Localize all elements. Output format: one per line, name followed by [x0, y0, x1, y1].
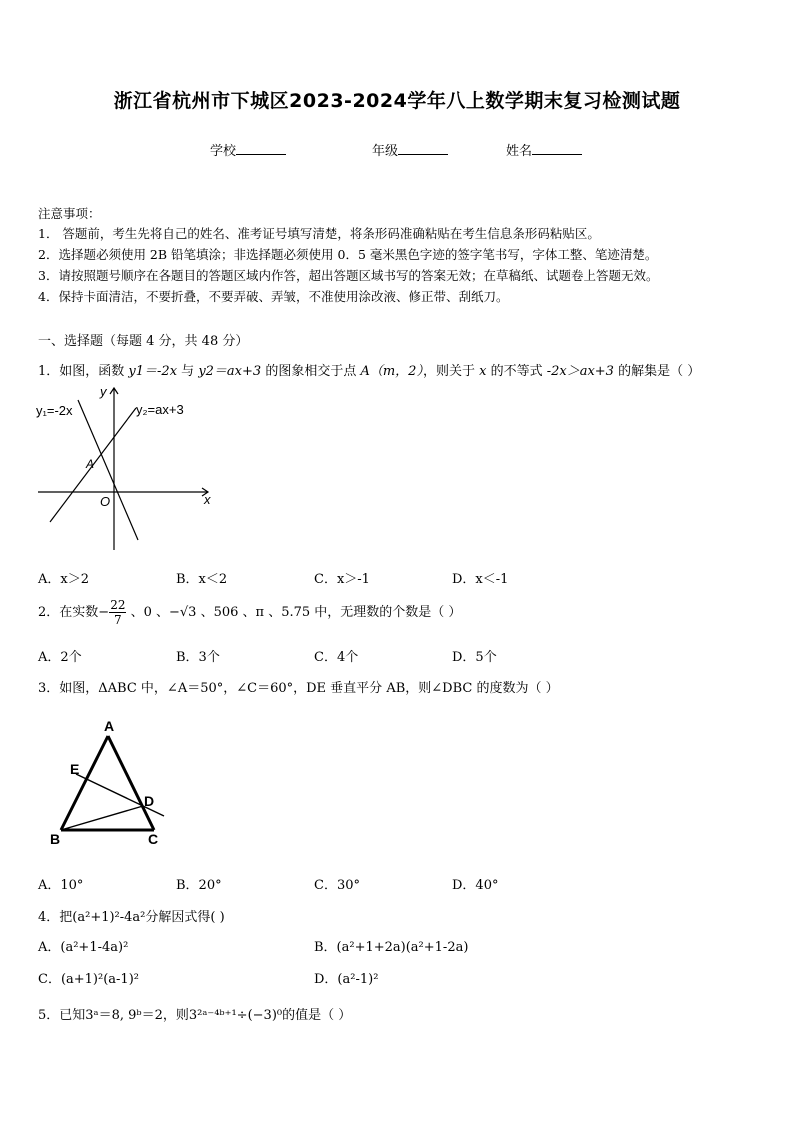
q1-option-c[interactable]: C．x＞-1	[314, 572, 370, 587]
note-item: 2．选择题必须使用 2B 铅笔填涂；非选择题必须使用 0．5 毫米黑色字迹的签字笔书写，字体工整、笔迹清楚。	[38, 247, 658, 262]
note-item: 3．请按照题号顺序在各题目的答题区域内作答，超出答题区域书写的答案无效；在草稿纸、试题卷上答题无效。	[38, 268, 659, 283]
q2-text: 、0 、−√3 、506 、π 、5.75 中，无理数的个数是（ ）	[126, 605, 462, 620]
q4-option-c[interactable]: C．(a+1)²(a-1)²	[38, 972, 139, 987]
question-number: 4．	[38, 910, 60, 925]
q3-option-b[interactable]: B．20°	[176, 878, 222, 893]
question-4	[38, 906, 225, 925]
notes-heading: 注意事项：	[38, 206, 101, 221]
question-5	[38, 1004, 351, 1023]
name-blank[interactable]	[532, 142, 582, 155]
q1-formula: y1＝-2x	[128, 364, 178, 379]
label-y2: y₂=ax+3	[136, 402, 184, 417]
q1-option-d[interactable]: D．x＜-1	[452, 572, 509, 587]
school-field[interactable]	[210, 140, 286, 159]
name-label: 姓名	[506, 144, 533, 159]
question-number: 5．	[38, 1008, 60, 1023]
q1-text: 如图，函数	[59, 364, 129, 379]
question-number: 2．	[38, 605, 60, 620]
side-ac	[108, 736, 154, 830]
q1-text: 的不等式	[486, 364, 547, 379]
q3-option-a[interactable]: A．10°	[38, 878, 84, 893]
vertex-c-label: C	[148, 831, 159, 847]
grade-blank[interactable]	[398, 142, 448, 155]
q4-option-a[interactable]: A．(a²+1-4a)²	[38, 940, 129, 955]
q4-text: 把(a²+1)²-4a²分解因式得( )	[59, 910, 225, 925]
q2-option-a[interactable]: A．2个	[38, 650, 82, 665]
x-axis-label: x	[204, 492, 211, 507]
question-number: 3．	[38, 681, 60, 696]
q3-triangle-figure	[40, 712, 180, 854]
name-field[interactable]	[506, 140, 582, 159]
q3-text: 如图，ΔABC 中，∠A＝50°，∠C＝60°，DE 垂直平分 AB，则∠DBC 的度数为（ ）	[59, 681, 559, 696]
q1-option-a[interactable]: A．x＞2	[38, 572, 89, 587]
q2-option-c[interactable]: C．4个	[314, 650, 359, 665]
page-title: 浙江省杭州市下城区2023-2024学年八上数学期末复习检测试题	[113, 90, 681, 112]
point-d-label: D	[144, 793, 155, 809]
point-e-label: E	[70, 761, 80, 777]
q1-text: ，则关于	[422, 364, 480, 379]
q1-point: A（m，2）	[360, 364, 423, 379]
q1-variable: x	[479, 364, 487, 379]
q1-inequality: -2x＞ax+3	[546, 364, 614, 379]
q2-text: 在实数−	[59, 605, 110, 620]
q4-option-d[interactable]: D．(a²-1)²	[314, 972, 379, 987]
q1-graph	[30, 382, 220, 554]
vertex-a-label: A	[104, 718, 115, 734]
grade-field[interactable]	[372, 140, 448, 159]
q1-option-b[interactable]: B．x＜2	[176, 572, 228, 587]
segment-bd	[61, 806, 143, 830]
q3-option-d[interactable]: D．40°	[452, 878, 499, 893]
q2-option-d[interactable]: D．5个	[452, 650, 497, 665]
question-number: 1．	[38, 364, 60, 379]
question-1	[38, 360, 700, 379]
y-axis-label: y	[100, 384, 107, 399]
note-item: 4．保持卡面清洁，不要折叠，不要弄破、弄皱，不准使用涂改液、修正带、刮纸刀。	[38, 289, 509, 304]
point-a-label: A	[86, 457, 95, 471]
question-3	[38, 677, 559, 696]
q2-option-b[interactable]: B．3个	[176, 650, 220, 665]
fraction-denominator: 7	[114, 613, 122, 627]
school-blank[interactable]	[236, 142, 286, 155]
question-2	[38, 598, 461, 627]
q3-option-c[interactable]: C．30°	[314, 878, 360, 893]
q1-text: 的图象相交于点	[261, 364, 361, 379]
fraction-numerator: 22	[110, 598, 126, 612]
side-ab	[61, 736, 108, 830]
q1-text: 的解集是（ ）	[613, 364, 701, 379]
q1-text: 与	[177, 364, 199, 379]
q4-option-b[interactable]: B．(a²+1+2a)(a²+1-2a)	[314, 940, 469, 955]
vertex-b-label: B	[50, 831, 61, 847]
grade-label: 年级	[372, 144, 399, 159]
q5-text: 已知3ᵃ＝8, 9ᵇ＝2，则3²ᵃ⁻⁴ᵇ⁺¹÷(−3)⁰的值是（ ）	[59, 1008, 352, 1023]
note-item: 1． 答题前，考生先将自己的姓名、准考证号填写清楚，将条形码准确粘贴在考生信息条形码粘贴区。	[38, 226, 600, 241]
section-heading: 一、选择题（每题 4 分，共 48 分）	[38, 334, 249, 349]
q2-fraction	[109, 598, 126, 627]
label-y1: y₁=-2x	[36, 403, 73, 418]
origin-label: O	[100, 494, 111, 509]
school-label: 学校	[210, 144, 237, 159]
q1-formula: y2＝ax+3	[198, 364, 262, 379]
